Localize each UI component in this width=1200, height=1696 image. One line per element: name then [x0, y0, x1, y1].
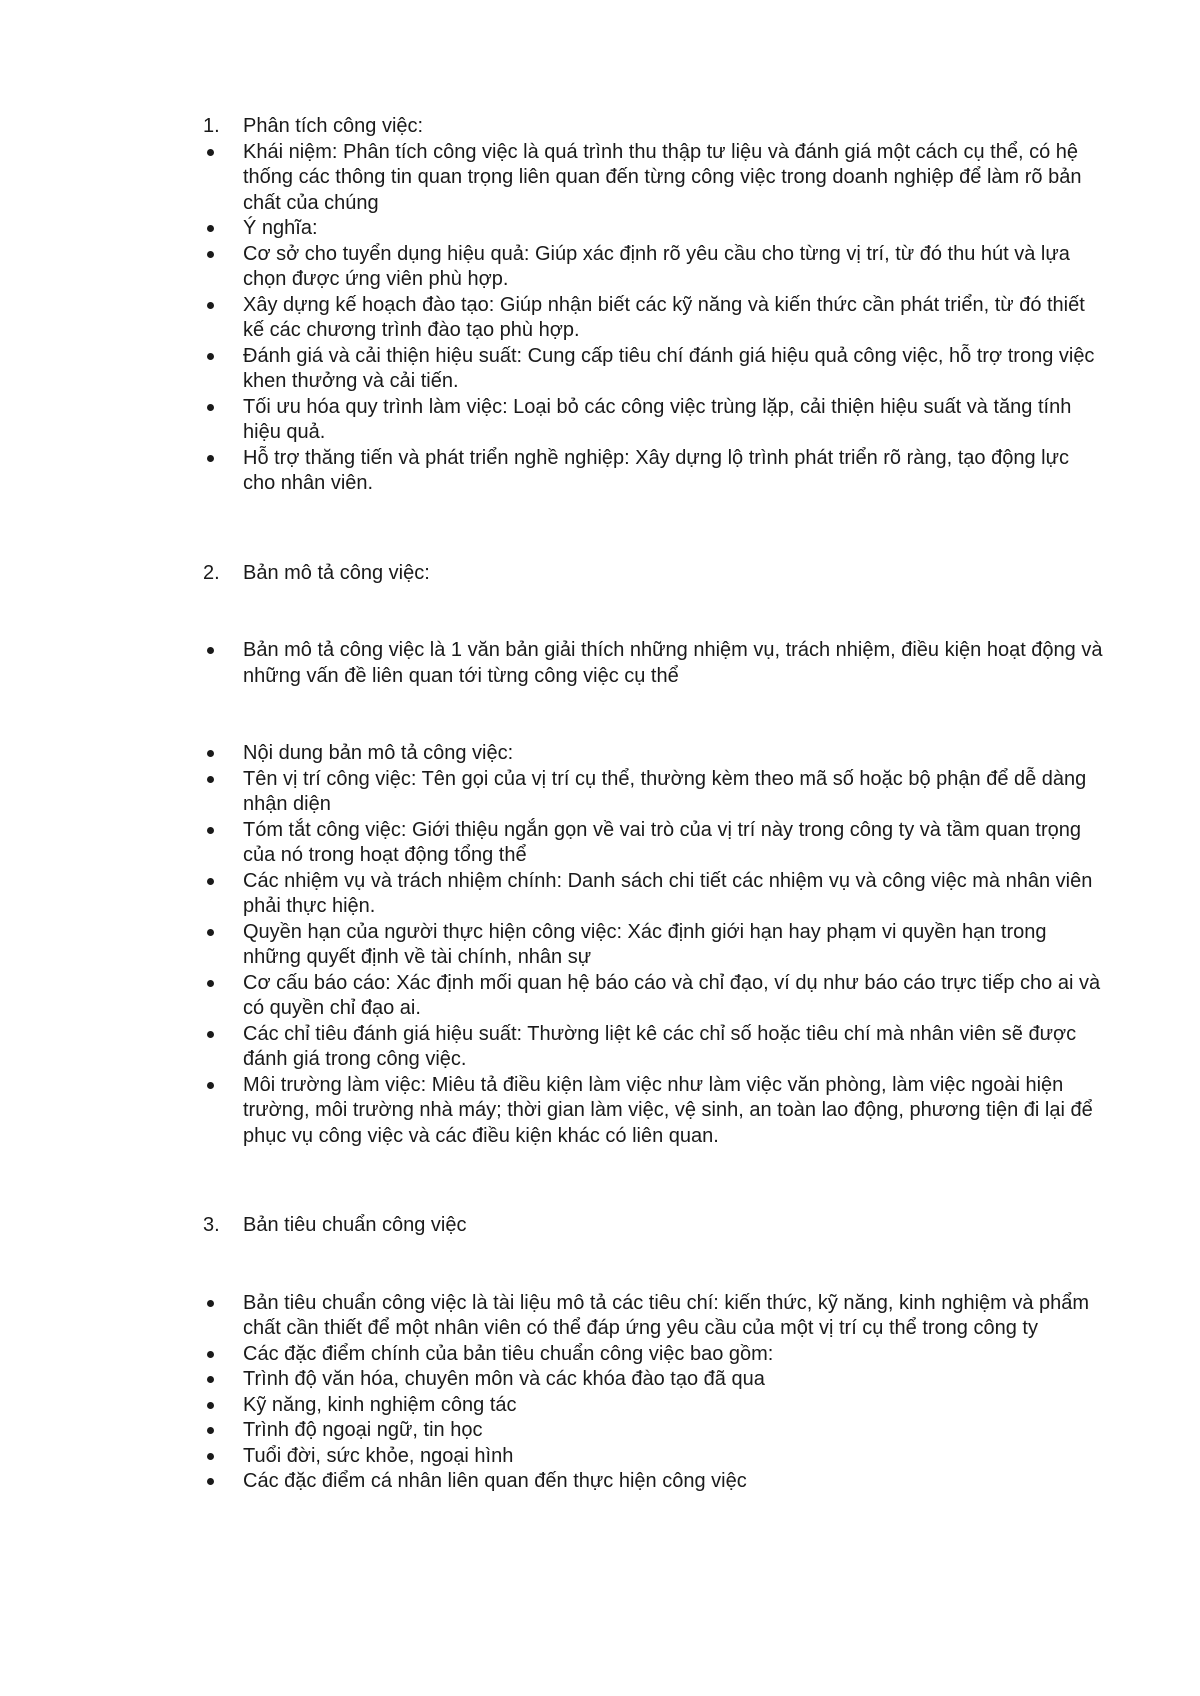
list-item-text: Quyền hạn của người thực hiện công việc: Xác định giới hạn hay phạm vi quyền hạn trong những quyết định về tài chính, nhân sự	[243, 920, 1047, 968]
list-item-text: Tuổi đời, sức khỏe, ngoại hình	[243, 1444, 514, 1467]
list-item-text: Các đặc điểm chính của bản tiêu chuẩn công việc bao gồm:	[243, 1342, 774, 1365]
bullet-icon	[207, 1376, 214, 1383]
list-item-text: Khái niệm: Phân tích công việc là quá trình thu thập tư liệu và đánh giá một cách cụ thể, có hệ thống các thông tin quan trọng liên quan đến từng công việc trong doanh nghiệp để làm rõ bản chất của chúng	[243, 140, 1082, 214]
list-item-text: Đánh giá và cải thiện hiệu suất: Cung cấp tiêu chí đánh giá hiệu quả công việc, hỗ trợ trong việc khen thưởng và cải tiến.	[243, 344, 1095, 392]
list-item-text: Bản mô tả công việc là 1 văn bản giải thích những nhiệm vụ, trách nhiệm, điều kiện hoạt động và những vấn đề liên quan tới từng công việc cụ thể	[243, 639, 1103, 687]
list-item-text: Các đặc điểm cá nhân liên quan đến thực hiện công việc	[243, 1470, 747, 1492]
list-item	[203, 1073, 1103, 1150]
list-item-text: Nội dung bản mô tả công việc:	[243, 742, 514, 764]
list-item-text: Các chỉ tiêu đánh giá hiệu suất: Thường liệt kê các chỉ số hoặc tiêu chí mà nhân viên sẽ được đánh giá trong công việc.	[243, 1022, 1077, 1070]
section-heading-2	[203, 561, 1103, 587]
bullet-icon	[207, 1082, 214, 1089]
list-item	[203, 869, 1103, 920]
bullet-icon	[207, 404, 214, 411]
bullet-icon	[207, 1427, 214, 1434]
bullet-icon	[207, 353, 214, 360]
list-number: 3.	[203, 1214, 220, 1236]
bullet-icon	[207, 827, 214, 834]
bullet-icon	[207, 776, 214, 783]
list-item-text: Kỹ năng, kinh nghiệm công tác	[243, 1393, 517, 1416]
list-number: 2.	[203, 561, 220, 584]
bullet-icon	[207, 225, 214, 232]
list-item	[203, 920, 1103, 971]
list-item-text: Tóm tắt công việc: Giới thiệu ngắn gọn về vai trò của vị trí này trong công ty và tầm quan trọng của nó trong hoạt động tổng thể	[243, 818, 1081, 866]
list-item-text: Các nhiệm vụ và trách nhiệm chính: Danh sách chi tiết các nhiệm vụ và công việc mà nhân viên phải thực hiện.	[243, 869, 1093, 917]
list-item	[203, 1342, 1103, 1368]
list-item	[203, 1022, 1103, 1073]
spacer	[203, 497, 1103, 561]
document-body	[203, 114, 1103, 1495]
section-heading-1	[203, 114, 1103, 140]
list-number: 1.	[203, 115, 220, 137]
bullet-icon	[207, 1478, 214, 1485]
list-item	[203, 1469, 1103, 1495]
list-item-text: Hỗ trợ thăng tiến và phát triển nghề nghiệp: Xây dựng lộ trình phát triển rõ ràng, tạo động lực cho nhân viên.	[243, 446, 1069, 494]
list-item	[203, 216, 1103, 242]
spacer	[203, 1149, 1103, 1213]
bullet-icon	[207, 1031, 214, 1038]
list-item-text: Ý nghĩa:	[243, 217, 318, 239]
list-item	[203, 638, 1103, 689]
bullet-icon	[207, 1402, 214, 1409]
section-heading-3	[203, 1213, 1103, 1239]
list-item	[203, 293, 1103, 344]
bullet-icon	[207, 1351, 214, 1358]
list-item	[203, 1367, 1103, 1393]
list-item	[203, 242, 1103, 293]
section-title: Bản tiêu chuẩn công việc	[243, 1214, 467, 1236]
bullet-icon	[207, 980, 214, 987]
bullet-icon	[207, 455, 214, 462]
list-item	[203, 1393, 1103, 1419]
bullet-icon	[207, 878, 214, 885]
list-item-text: Môi trường làm việc: Miêu tả điều kiện làm việc như làm việc văn phòng, làm việc ngoài hiện trường, môi trường nhà máy; thời gian làm việc, vệ sinh, an toàn lao động, phương tiện đi lại để phục vụ công việc và các điều kiện khác có liên quan.	[243, 1073, 1093, 1147]
list-item	[203, 344, 1103, 395]
spacer	[203, 1239, 1103, 1291]
list-item	[203, 395, 1103, 446]
bullet-icon	[207, 149, 214, 156]
list-item	[203, 1444, 1103, 1470]
list-item	[203, 818, 1103, 869]
list-item	[203, 140, 1103, 217]
list-item	[203, 1418, 1103, 1444]
list-item-text: Bản tiêu chuẩn công việc là tài liệu mô tả các tiêu chí: kiến thức, kỹ năng, kinh nghiệm và phẩm chất cần thiết để một nhân viên có thể đáp ứng yêu cầu của một vị trí cụ thể trong công ty	[243, 1291, 1090, 1339]
section-title: Bản mô tả công việc:	[243, 561, 430, 584]
bullet-icon	[207, 929, 214, 936]
bullet-icon	[207, 647, 214, 654]
list-item-text: Tối ưu hóa quy trình làm việc: Loại bỏ các công việc trùng lặp, cải thiện hiệu suất và tăng tính hiệu quả.	[243, 395, 1072, 443]
bullet-icon	[207, 1300, 214, 1307]
list-item	[203, 446, 1103, 497]
list-item	[203, 767, 1103, 818]
list-item	[203, 1291, 1103, 1342]
list-item-text: Trình độ ngoại ngữ, tin học	[243, 1419, 483, 1441]
list-item	[203, 971, 1103, 1022]
bullet-icon	[207, 1453, 214, 1460]
spacer	[203, 689, 1103, 741]
list-item-text: Tên vị trí công việc: Tên gọi của vị trí cụ thể, thường kèm theo mã số hoặc bộ phận để dễ dàng nhận diện	[243, 767, 1087, 815]
bullet-icon	[207, 251, 214, 258]
bullet-icon	[207, 302, 214, 309]
list-item-text: Trình độ văn hóa, chuyên môn và các khóa đào tạo đã qua	[243, 1368, 765, 1390]
list-item-text: Cơ cấu báo cáo: Xác định mối quan hệ báo cáo và chỉ đạo, ví dụ như báo cáo trực tiếp cho ai và có quyền chỉ đạo ai.	[243, 971, 1101, 1019]
bullet-icon	[207, 750, 214, 757]
section-title: Phân tích công việc:	[243, 115, 424, 137]
spacer	[203, 586, 1103, 638]
list-item-text: Cơ sở cho tuyển dụng hiệu quả: Giúp xác định rõ yêu cầu cho từng vị trí, từ đó thu hút và lựa chọn được ứng viên phù hợp.	[243, 242, 1070, 290]
list-item-text: Xây dựng kế hoạch đào tạo: Giúp nhận biết các kỹ năng và kiến thức cần phát triển, từ đó thiết kế các chương trình đào tạo phù hợp.	[243, 293, 1085, 341]
list-item	[203, 741, 1103, 767]
